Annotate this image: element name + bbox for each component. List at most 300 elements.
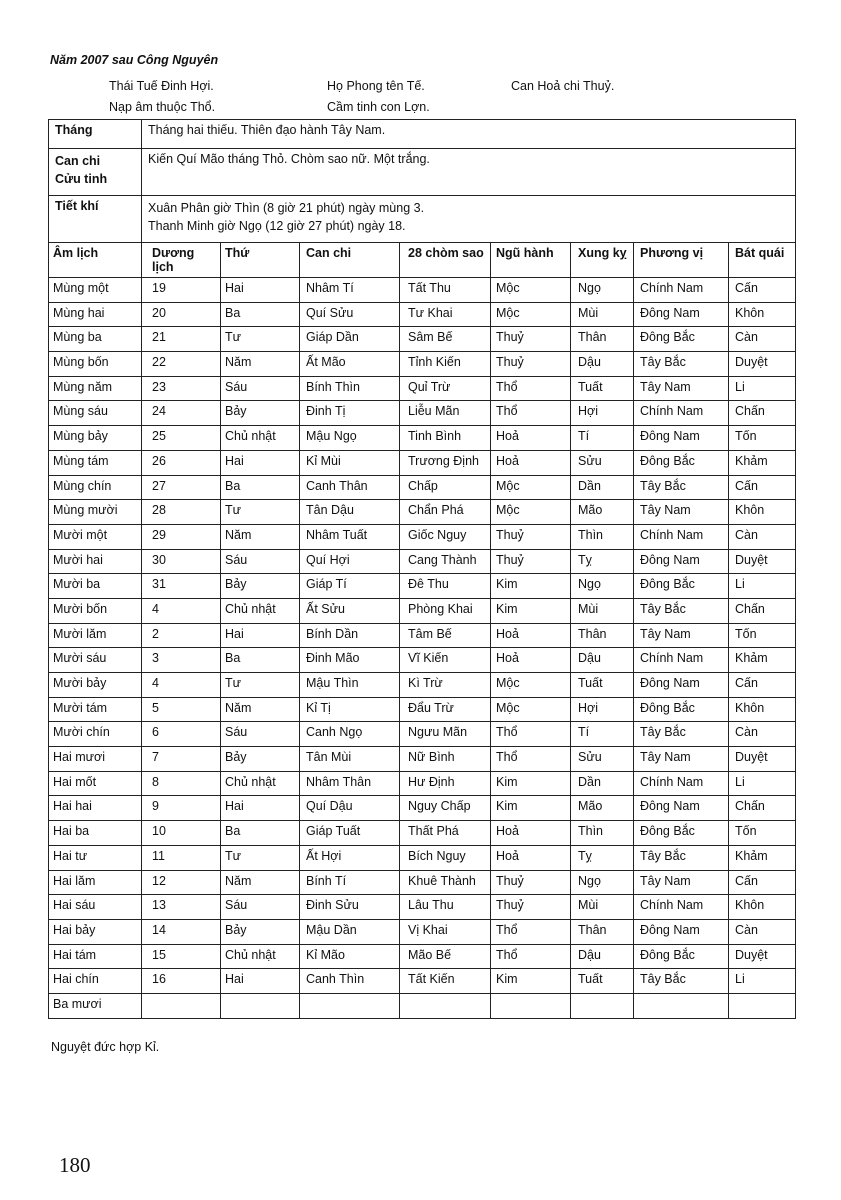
table-cell: Tư: [221, 845, 300, 870]
table-row: [49, 969, 796, 994]
table-cell: Đông Bắc: [634, 327, 729, 352]
table-row: [49, 327, 796, 352]
table-cell: Mão: [571, 796, 634, 821]
table-cell: [634, 993, 729, 1018]
table-cell: Mùng tám: [49, 450, 142, 475]
table-cell: Năm: [221, 352, 300, 377]
table-cell: Đông Bắc: [634, 944, 729, 969]
table-cell: Tây Bắc: [634, 475, 729, 500]
table-cell: 2: [142, 623, 221, 648]
table-cell: Thuỷ: [491, 327, 571, 352]
footnote: Nguyệt đức hợp Kỉ.: [51, 1040, 160, 1054]
table-cell: Mùng hai: [49, 302, 142, 327]
info-value-thang: Tháng hai thiếu. Thiên đạo hành Tây Nam.: [142, 120, 796, 149]
table-cell: 12: [142, 870, 221, 895]
table-cell: Thổ: [491, 376, 571, 401]
table-cell: Tây Bắc: [634, 845, 729, 870]
table-cell: Hoả: [491, 648, 571, 673]
table-cell: Chính Nam: [634, 401, 729, 426]
table-cell: Hai bảy: [49, 919, 142, 944]
table-cell: Tư: [221, 327, 300, 352]
table-cell: Hoả: [491, 450, 571, 475]
table-cell: Mộc: [491, 697, 571, 722]
table-row: [49, 376, 796, 401]
table-cell: Canh Thân: [300, 475, 400, 500]
table-cell: Đông Nam: [634, 796, 729, 821]
table-cell: Đông Bắc: [634, 821, 729, 846]
table-cell: Thất Phá: [400, 821, 491, 846]
table-cell: Nhâm Thân: [300, 771, 400, 796]
table-cell: Mão Bế: [400, 944, 491, 969]
table-cell: Mười tám: [49, 697, 142, 722]
table-cell: Ba: [221, 821, 300, 846]
table-cell: Duyệt: [729, 944, 796, 969]
table-row: [49, 919, 796, 944]
table-cell: 9: [142, 796, 221, 821]
table-cell: Dậu: [571, 352, 634, 377]
info-value-tiet-khi: [142, 196, 796, 243]
table-cell: 20: [142, 302, 221, 327]
table-cell: [221, 993, 300, 1018]
table-cell: Trương Định: [400, 450, 491, 475]
table-cell: Tư: [221, 673, 300, 698]
table-row: [49, 944, 796, 969]
table-cell: Hai tư: [49, 845, 142, 870]
table-cell: Thìn: [571, 821, 634, 846]
table-cell: Tây Nam: [634, 870, 729, 895]
table-cell: 4: [142, 673, 221, 698]
table-cell: Mười một: [49, 524, 142, 549]
table-cell: Tân Mùi: [300, 747, 400, 772]
table-cell: Mộc: [491, 500, 571, 525]
table-cell: Thân: [571, 327, 634, 352]
table-cell: Năm: [221, 524, 300, 549]
table-cell: Bảy: [221, 574, 300, 599]
table-cell: 8: [142, 771, 221, 796]
table-cell: Thổ: [491, 722, 571, 747]
table-cell: Đông Nam: [634, 673, 729, 698]
table-cell: Hai mốt: [49, 771, 142, 796]
table-cell: 7: [142, 747, 221, 772]
table-cell: Thuỷ: [491, 549, 571, 574]
table-cell: [571, 993, 634, 1018]
table-cell: Hai: [221, 623, 300, 648]
info-row-thang: [49, 120, 796, 149]
table-cell: Mộc: [491, 302, 571, 327]
table-cell: Duyệt: [729, 549, 796, 574]
table-cell: Hai: [221, 450, 300, 475]
table-cell: 23: [142, 376, 221, 401]
table-cell: 19: [142, 278, 221, 303]
table-cell: Tây Nam: [634, 623, 729, 648]
table-cell: 22: [142, 352, 221, 377]
table-cell: Tất Kiến: [400, 969, 491, 994]
table-row: [49, 895, 796, 920]
table-cell: Vị Khai: [400, 919, 491, 944]
table-cell: 28: [142, 500, 221, 525]
table-cell: Mộc: [491, 673, 571, 698]
table-cell: 4: [142, 598, 221, 623]
table-cell: Hai mươi: [49, 747, 142, 772]
table-cell: Li: [729, 771, 796, 796]
table-cell: 11: [142, 845, 221, 870]
table-cell: Lâu Thu: [400, 895, 491, 920]
table-cell: Tỵ: [571, 549, 634, 574]
table-row: [49, 648, 796, 673]
table-cell: Sáu: [221, 895, 300, 920]
table-cell: Tốn: [729, 623, 796, 648]
table-cell: Ất Mão: [300, 352, 400, 377]
column-header: Âm lịch: [49, 243, 142, 278]
table-cell: 3: [142, 648, 221, 673]
column-header: Xung kỵ: [571, 243, 634, 278]
table-cell: Hai: [221, 969, 300, 994]
table-cell: Bính Thìn: [300, 376, 400, 401]
table-cell: Thổ: [491, 747, 571, 772]
column-header-row: [49, 243, 796, 278]
table-cell: Canh Ngọ: [300, 722, 400, 747]
table-cell: Tây Bắc: [634, 969, 729, 994]
table-cell: Ngọ: [571, 574, 634, 599]
table-cell: Giáp Tuất: [300, 821, 400, 846]
table-cell: 5: [142, 697, 221, 722]
table-cell: Thổ: [491, 944, 571, 969]
table-cell: Sâm Bế: [400, 327, 491, 352]
meta-nap-am: Nạp âm thuộc Thổ.: [109, 100, 216, 114]
table-cell: Hai: [221, 278, 300, 303]
table-cell: Chấn: [729, 796, 796, 821]
table-cell: Năm: [221, 697, 300, 722]
table-cell: Ba mươi: [49, 993, 142, 1018]
tiet-khi-line-2: Thanh Minh giờ Ngọ (12 giờ 27 phút) ngày 18.: [148, 219, 406, 233]
table-cell: Dậu: [571, 648, 634, 673]
table-cell: Mười bảy: [49, 673, 142, 698]
table-cell: Tỵ: [571, 845, 634, 870]
table-cell: Thân: [571, 623, 634, 648]
table-cell: Bảy: [221, 401, 300, 426]
table-cell: 13: [142, 895, 221, 920]
table-cell: 27: [142, 475, 221, 500]
table-cell: Khảm: [729, 648, 796, 673]
table-cell: Kì Trừ: [400, 673, 491, 698]
table-cell: 21: [142, 327, 221, 352]
table-cell: Mười lăm: [49, 623, 142, 648]
table-cell: Chính Nam: [634, 648, 729, 673]
table-row: [49, 796, 796, 821]
table-cell: Sáu: [221, 549, 300, 574]
tiet-khi-line-1: Xuân Phân giờ Thìn (8 giờ 21 phút) ngày mùng 3.: [148, 201, 425, 215]
table-cell: Chính Nam: [634, 524, 729, 549]
column-header: Dương lịch: [142, 243, 221, 278]
table-cell: [142, 993, 221, 1018]
table-cell: Khôn: [729, 302, 796, 327]
table-cell: Mười ba: [49, 574, 142, 599]
table-cell: Li: [729, 574, 796, 599]
table-cell: 30: [142, 549, 221, 574]
table-cell: Đông Bắc: [634, 450, 729, 475]
table-cell: Hoả: [491, 821, 571, 846]
table-cell: Giốc Nguy: [400, 524, 491, 549]
table-row: [49, 845, 796, 870]
table-row: [49, 426, 796, 451]
table-cell: Thổ: [491, 919, 571, 944]
table-cell: Ba: [221, 648, 300, 673]
table-cell: Cấn: [729, 870, 796, 895]
table-cell: Hai tám: [49, 944, 142, 969]
table-row: [49, 870, 796, 895]
table-cell: Tân Dậu: [300, 500, 400, 525]
table-cell: 16: [142, 969, 221, 994]
table-cell: Đông Nam: [634, 426, 729, 451]
info-row-tiet-khi: [49, 196, 796, 243]
page-heading: Năm 2007 sau Công Nguyên: [50, 53, 219, 67]
table-cell: Giáp Dần: [300, 327, 400, 352]
table-cell: Chủ nhật: [221, 598, 300, 623]
table-cell: Tâm Bế: [400, 623, 491, 648]
table-cell: Bính Dần: [300, 623, 400, 648]
table-row: [49, 821, 796, 846]
table-cell: 31: [142, 574, 221, 599]
table-row: [49, 574, 796, 599]
table-cell: Nữ Bình: [400, 747, 491, 772]
table-cell: Mười chín: [49, 722, 142, 747]
table-cell: Bích Nguy: [400, 845, 491, 870]
column-header: Phương vị: [634, 243, 729, 278]
table-cell: Hai lăm: [49, 870, 142, 895]
table-cell: Hoả: [491, 845, 571, 870]
table-cell: Chấp: [400, 475, 491, 500]
table-cell: Kỉ Mão: [300, 944, 400, 969]
table-cell: Sáu: [221, 722, 300, 747]
table-cell: Hai: [221, 796, 300, 821]
table-cell: Cang Thành: [400, 549, 491, 574]
table-cell: Tinh Bình: [400, 426, 491, 451]
calendar-table: [48, 119, 796, 1019]
table-cell: Tư: [221, 500, 300, 525]
table-cell: Tư Khai: [400, 302, 491, 327]
table-cell: Mùi: [571, 895, 634, 920]
table-cell: Tây Bắc: [634, 598, 729, 623]
table-cell: Kim: [491, 771, 571, 796]
table-cell: Thân: [571, 919, 634, 944]
table-cell: Cấn: [729, 278, 796, 303]
table-cell: Mùi: [571, 598, 634, 623]
table-cell: Mùng sáu: [49, 401, 142, 426]
table-cell: Càn: [729, 327, 796, 352]
table-cell: Quỉ Trừ: [400, 376, 491, 401]
table-cell: Ngọ: [571, 870, 634, 895]
table-row: [49, 278, 796, 303]
table-row: [49, 302, 796, 327]
info-row-can-chi: [49, 149, 796, 196]
table-row: [49, 598, 796, 623]
table-cell: Dậu: [571, 944, 634, 969]
table-cell: 15: [142, 944, 221, 969]
table-cell: Khuê Thành: [400, 870, 491, 895]
table-cell: Tí: [571, 426, 634, 451]
table-cell: Thổ: [491, 401, 571, 426]
table-cell: Tất Thu: [400, 278, 491, 303]
table-cell: 24: [142, 401, 221, 426]
table-cell: Đông Bắc: [634, 574, 729, 599]
table-cell: Duyệt: [729, 747, 796, 772]
table-row: [49, 771, 796, 796]
table-cell: Tuất: [571, 673, 634, 698]
table-cell: Thuỷ: [491, 524, 571, 549]
table-cell: 25: [142, 426, 221, 451]
table-cell: 6: [142, 722, 221, 747]
table-cell: Sáu: [221, 376, 300, 401]
table-cell: Thuỷ: [491, 352, 571, 377]
table-cell: Mùng một: [49, 278, 142, 303]
table-cell: Liễu Mãn: [400, 401, 491, 426]
table-cell: Mùng ba: [49, 327, 142, 352]
table-cell: [400, 993, 491, 1018]
table-cell: Đông Nam: [634, 302, 729, 327]
meta-cam-tinh: Cầm tinh con Lợn.: [327, 100, 430, 114]
table-cell: Kim: [491, 574, 571, 599]
table-cell: Mậu Ngọ: [300, 426, 400, 451]
table-cell: Hợi: [571, 697, 634, 722]
table-row: [49, 524, 796, 549]
table-cell: Đông Bắc: [634, 697, 729, 722]
table-cell: Kim: [491, 598, 571, 623]
table-cell: Đinh Sửu: [300, 895, 400, 920]
table-cell: Mậu Thìn: [300, 673, 400, 698]
table-cell: Ất Hợi: [300, 845, 400, 870]
table-cell: Tây Nam: [634, 500, 729, 525]
table-cell: Mộc: [491, 278, 571, 303]
table-cell: Đông Nam: [634, 549, 729, 574]
table-cell: Kim: [491, 969, 571, 994]
table-cell: Duyệt: [729, 352, 796, 377]
info-label-thang: Tháng: [49, 120, 142, 149]
table-cell: Sửu: [571, 450, 634, 475]
table-cell: Đê Thu: [400, 574, 491, 599]
info-value-can-chi: Kiến Quí Mão tháng Thỏ. Chòm sao nữ. Một trắng.: [142, 149, 796, 196]
table-row: [49, 352, 796, 377]
table-row: [49, 993, 796, 1018]
table-cell: [491, 993, 571, 1018]
column-header: Thứ: [221, 243, 300, 278]
table-cell: Sửu: [571, 747, 634, 772]
table-cell: Mười hai: [49, 549, 142, 574]
table-cell: Tốn: [729, 821, 796, 846]
table-cell: Thuỷ: [491, 870, 571, 895]
table-cell: Ngưu Mãn: [400, 722, 491, 747]
table-cell: Ba: [221, 302, 300, 327]
table-cell: Ngọ: [571, 278, 634, 303]
table-cell: Hư Định: [400, 771, 491, 796]
table-cell: Đông Nam: [634, 919, 729, 944]
table-cell: 10: [142, 821, 221, 846]
table-cell: Mười sáu: [49, 648, 142, 673]
page-number: 180: [59, 1153, 91, 1177]
table-cell: Dần: [571, 475, 634, 500]
table-cell: Khôn: [729, 500, 796, 525]
info-label-tiet-khi: Tiết khí: [49, 196, 142, 243]
table-cell: Tây Bắc: [634, 352, 729, 377]
table-row: [49, 722, 796, 747]
table-cell: Năm: [221, 870, 300, 895]
table-cell: Giáp Tí: [300, 574, 400, 599]
table-cell: Chủ nhật: [221, 426, 300, 451]
calendar-body: [49, 120, 796, 1019]
table-cell: Mùng chín: [49, 475, 142, 500]
table-cell: Kỉ Mùi: [300, 450, 400, 475]
table-cell: Chính Nam: [634, 771, 729, 796]
table-cell: Kim: [491, 796, 571, 821]
table-cell: Mộc: [491, 475, 571, 500]
table-cell: Đinh Tị: [300, 401, 400, 426]
table-cell: Tây Nam: [634, 747, 729, 772]
table-cell: Càn: [729, 524, 796, 549]
column-header: Bát quái: [729, 243, 796, 278]
column-header: Ngũ hành: [491, 243, 571, 278]
table-cell: Tỉnh Kiến: [400, 352, 491, 377]
table-cell: Bảy: [221, 919, 300, 944]
table-cell: Mười bốn: [49, 598, 142, 623]
table-cell: Hai chín: [49, 969, 142, 994]
table-cell: Tuất: [571, 376, 634, 401]
table-cell: Đinh Mão: [300, 648, 400, 673]
table-cell: Mùng bảy: [49, 426, 142, 451]
table-row: [49, 747, 796, 772]
label-cuu-tinh: Cửu tinh: [55, 172, 108, 186]
table-cell: Tốn: [729, 426, 796, 451]
table-cell: Kỉ Tị: [300, 697, 400, 722]
table-cell: Chính Nam: [634, 895, 729, 920]
table-cell: Tây Nam: [634, 376, 729, 401]
table-cell: Hai sáu: [49, 895, 142, 920]
table-cell: Quí Sửu: [300, 302, 400, 327]
column-header: 28 chòm sao: [400, 243, 491, 278]
table-cell: Hợi: [571, 401, 634, 426]
table-cell: Mậu Dần: [300, 919, 400, 944]
table-cell: Hai hai: [49, 796, 142, 821]
table-cell: [729, 993, 796, 1018]
table-cell: Vĩ Kiến: [400, 648, 491, 673]
table-cell: Chủ nhật: [221, 944, 300, 969]
table-cell: Càn: [729, 919, 796, 944]
label-can-chi: Can chi: [55, 154, 101, 168]
table-cell: Ba: [221, 475, 300, 500]
table-cell: Thìn: [571, 524, 634, 549]
table-cell: Tuất: [571, 969, 634, 994]
table-cell: Mùng mười: [49, 500, 142, 525]
table-cell: Chấn: [729, 598, 796, 623]
table-row: [49, 500, 796, 525]
table-cell: Khảm: [729, 845, 796, 870]
table-cell: Nhâm Tí: [300, 278, 400, 303]
table-cell: Cấn: [729, 475, 796, 500]
table-cell: Mão: [571, 500, 634, 525]
table-cell: Khảm: [729, 450, 796, 475]
table-cell: Khôn: [729, 697, 796, 722]
table-row: [49, 401, 796, 426]
column-header: Can chi: [300, 243, 400, 278]
table-cell: Li: [729, 969, 796, 994]
table-cell: Li: [729, 376, 796, 401]
table-row: [49, 673, 796, 698]
table-row: [49, 697, 796, 722]
table-cell: Canh Thìn: [300, 969, 400, 994]
table-cell: [300, 993, 400, 1018]
table-cell: Phòng Khai: [400, 598, 491, 623]
table-cell: Dần: [571, 771, 634, 796]
table-row: [49, 549, 796, 574]
table-cell: Mùng năm: [49, 376, 142, 401]
